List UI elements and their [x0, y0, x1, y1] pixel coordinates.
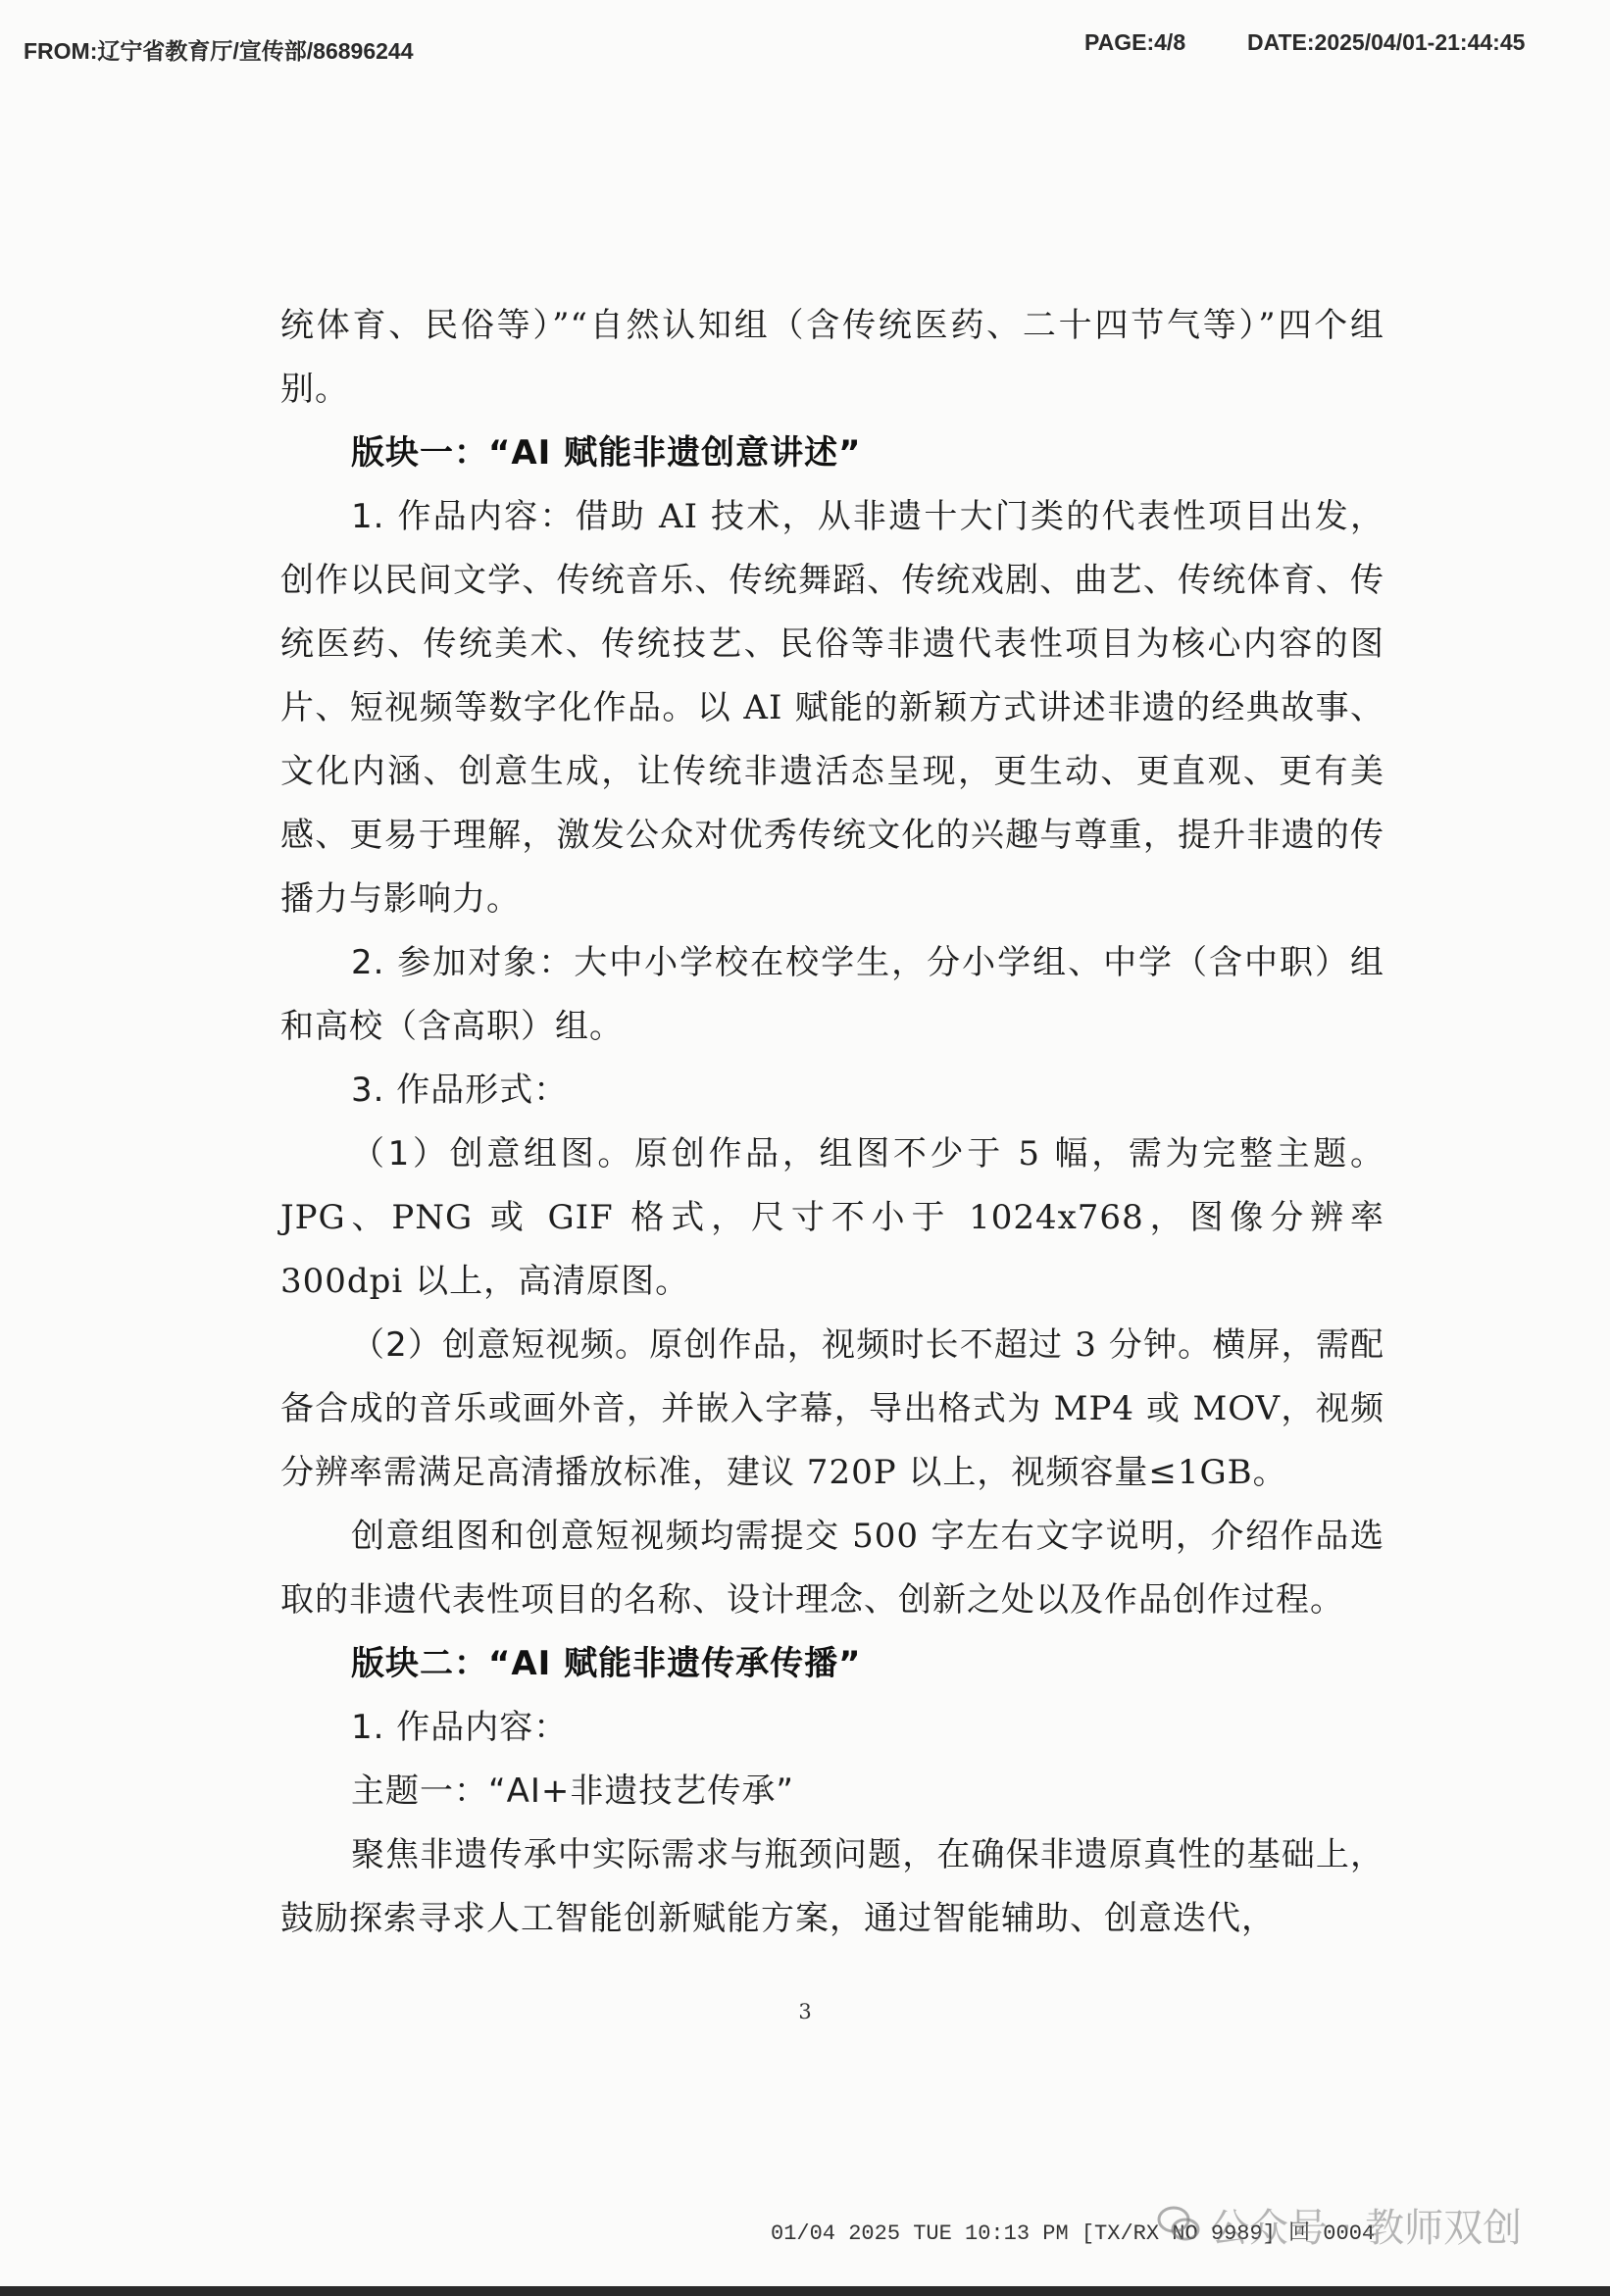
- item-label: 1. 作品内容：: [351, 497, 576, 536]
- fax-sender: FROM:辽宁省教育厅/宣传部/86896244: [24, 38, 414, 64]
- fax-page-indicator: PAGE:4/8: [1084, 29, 1186, 55]
- item-text: 大中小学校在校学生，分小学组、中学（含中职）组和高校（含高职）组。: [280, 943, 1385, 1046]
- item-text: 借助 AI 技术，从非遗十大门类的代表性项目出发，创作以民间文学、传统音乐、传统舞蹈、传统戏剧、曲艺、传统体育、传统医药、传统美术、传统技艺、民俗等非遗代表性项目为核心内容的图片、短视频等数字化作品。以 AI 赋能的新颖方式讲述非遗的经典故事、文化内涵、创意生成，让传统非遗活态呈现，更生动、更直观、更有美感、更易于理解，激发公众对优秀传统文化的兴趣与尊重，提升非遗的传播力与影响力。: [280, 497, 1384, 919]
- scan-edge: [0, 2286, 1610, 2296]
- fax-footer: 01/04 2025 TUE 10:13 PM [TX/RX NO 9989] 回 0004: [771, 2221, 1376, 2246]
- page-number: 3: [798, 2000, 812, 2023]
- section2-item1: [280, 1696, 1384, 1760]
- wechat-icon: [1157, 2205, 1200, 2244]
- section1-note: 创意组图和创意短视频均需提交 500 字左右文字说明，介绍作品选取的非遗代表性项目的名称、设计理念、创新之处以及作品创作过程。: [280, 1517, 1384, 1620]
- item-label: 2. 参加对象：: [351, 943, 575, 982]
- section1-item3: [280, 1059, 1384, 1123]
- section1-form2: [280, 1314, 1384, 1505]
- form-label: （1）创意组图。: [351, 1134, 635, 1173]
- form-text: 原创作品，视频时长不超过 3 分钟。横屏，需配备合成的音乐或画外音，并嵌入字幕，导出格式为 MP4 或 MOV，视频分辨率需满足高清播放标准，建议 720P 以上，视频容量≤1GB。: [280, 1325, 1384, 1492]
- fax-date: DATE:2025/04/01-21:44:45: [1247, 29, 1526, 55]
- section2-theme1-text: 聚焦非遗传承中实际需求与瓶颈问题，在确保非遗原真性的基础上，鼓励探索寻求人工智能创新赋能方案，通过智能辅助、创意迭代，: [280, 1835, 1384, 1938]
- document-body: [280, 294, 1384, 1951]
- intro-paragraph: 统体育、民俗等）”“自然认知组（含传统医药、二十四节气等）”四个组别。: [280, 306, 1384, 409]
- item-label: 1. 作品内容：: [351, 1708, 569, 1747]
- watermark: [1157, 2202, 1523, 2251]
- section1-item1: [280, 485, 1384, 931]
- section1-form1: [280, 1123, 1384, 1314]
- section2-heading: 版块二：“AI 赋能非遗传承传播”: [351, 1644, 862, 1683]
- section2-theme1-heading: 主题一：“AI+非遗技艺传承”: [351, 1772, 795, 1811]
- item-label: 3. 作品形式：: [351, 1071, 569, 1110]
- section1-heading: 版块一：“AI 赋能非遗创意讲述”: [351, 433, 862, 473]
- form-text: 原创作品，组图不少于 5 幅，需为完整主题。JPG、PNG 或 GIF 格式，尺寸不小于 1024x768，图像分辨率 300dpi 以上，高清原图。: [280, 1134, 1384, 1301]
- fax-header: [24, 29, 1586, 69]
- watermark-text: 公众号 · 教师双创: [1210, 2205, 1523, 2251]
- form-label: （2）创意短视频。: [351, 1325, 650, 1365]
- section1-item2: [280, 931, 1384, 1059]
